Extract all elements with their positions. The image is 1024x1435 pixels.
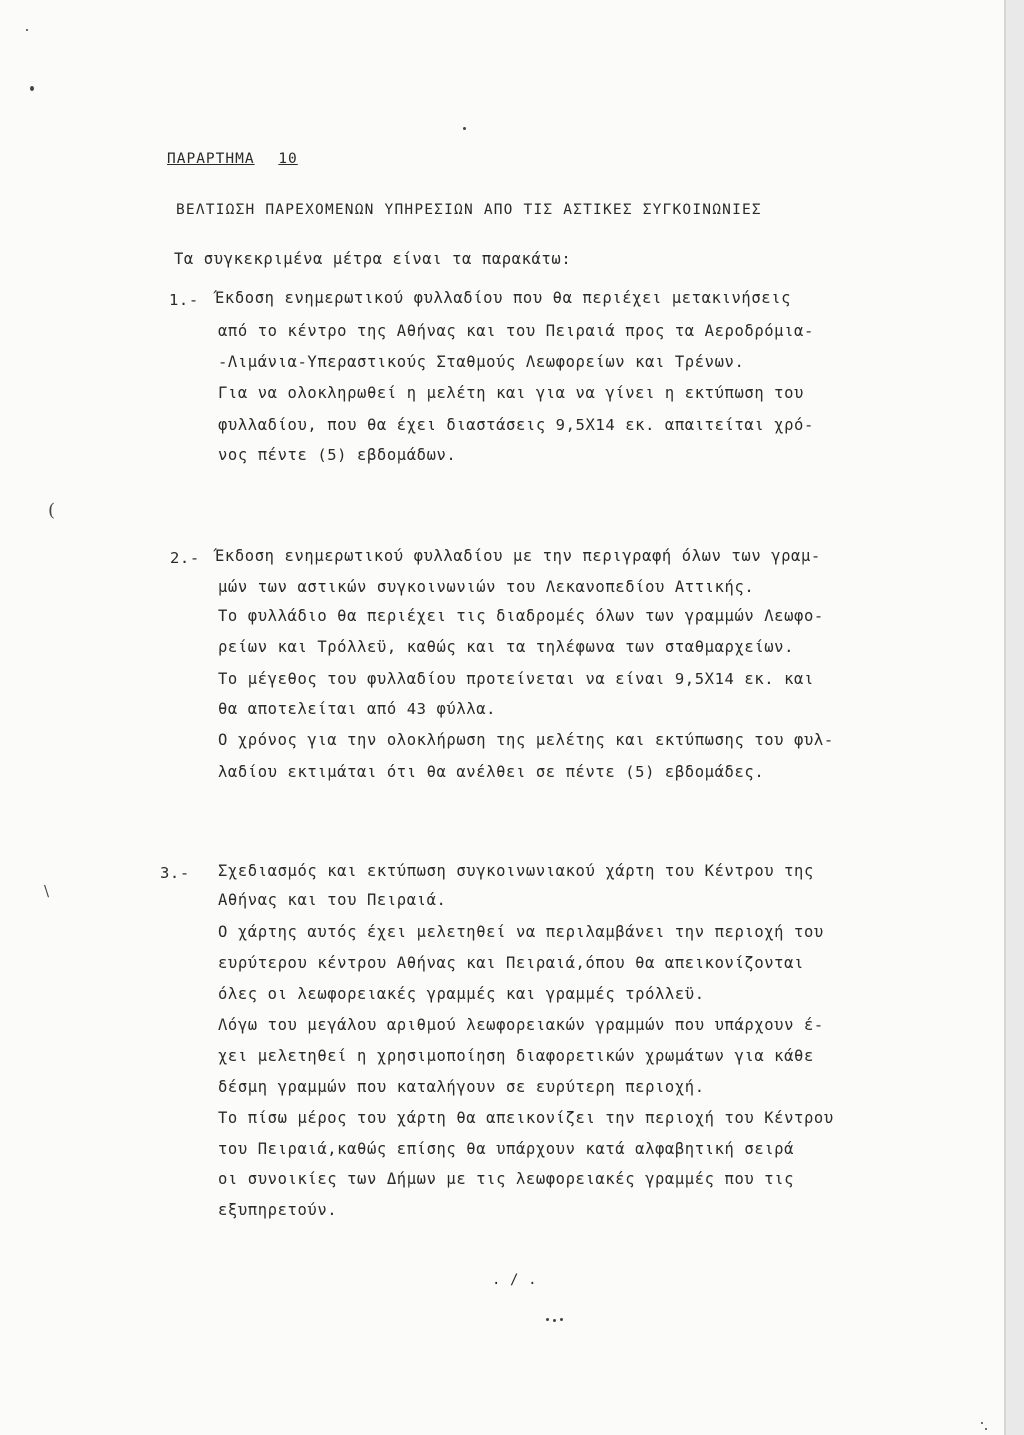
item-line: Σχεδιασμός και εκτύπωση συγκοινωνιακού χάρτη του Κέντρου της: [218, 862, 814, 880]
item-line: Έκδοση ενημερωτικού φυλλαδίου με την περιγραφή όλων των γραμ-: [215, 547, 821, 565]
scan-speck: [981, 1422, 983, 1424]
item-line: όλες οι λεωφορειακές γραμμές και γραμμές τρόλλεϋ.: [218, 985, 705, 1003]
item-line: ρείων και Τρόλλεϋ, καθώς και τα τηλέφωνα των σταθμαρχείων.: [218, 638, 795, 656]
item-number: 3.-: [160, 864, 190, 882]
item-line: νος πέντε (5) εβδομάδων.: [218, 446, 457, 464]
item-line: οι συνοικίες των Δήμων με τις λεωφορειακές γραμμές που τις: [218, 1170, 795, 1188]
item-line: Λόγω του μεγάλου αριθμού λεωφορειακών γραμμών που υπάρχουν έ-: [218, 1016, 824, 1034]
scan-speck: [985, 1428, 987, 1430]
item-line: Έκδοση ενημερωτικού φυλλαδίου που θα περιέχει μετακινήσεις: [215, 289, 792, 307]
scan-speck: [30, 86, 34, 91]
item-line: δέσμη γραμμών που καταλήγουν σε ευρύτερη περιοχή.: [218, 1078, 705, 1096]
item-line: Το φυλλάδιο θα περιέχει τις διαδρομές όλων των γραμμών Λεωφο-: [218, 607, 824, 625]
margin-mark: (: [48, 500, 56, 521]
item-line: θα αποτελείται από 43 φύλλα.: [218, 700, 497, 718]
item-line: Ο χρόνος για την ολοκλήρωση της μελέτης και εκτύπωσης του φυλ-: [218, 731, 834, 749]
item-line: εξυπηρετούν.: [218, 1201, 338, 1219]
annex-label: ΠΑΡΑΡΤΗΜΑ: [167, 151, 255, 167]
item-line: από το κέντρο της Αθήνας και του Πειραιά προς τα Αεροδρόμια-: [218, 322, 814, 340]
item-line: Αθήνας και του Πειραιά.: [218, 891, 447, 909]
intro-text: Τα συγκεκριμένα μέτρα είναι τα παρακάτω:: [174, 250, 572, 268]
item-line: Το μέγεθος του φυλλαδίου προτείνεται να είναι 9,5Χ14 εκ. και: [218, 670, 814, 688]
continuation-mark: . / .: [492, 1272, 538, 1288]
item-number: 2.-: [170, 549, 200, 567]
scan-speck: [553, 1319, 556, 1322]
item-line: λαδίου εκτιμάται ότι θα ανέλθει σε πέντε (5) εβδομάδες.: [218, 763, 765, 781]
scan-speck: [546, 1318, 549, 1321]
item-line: -Λιμάνια-Υπεραστικούς Σταθμούς Λεωφορείων και Τρένων.: [218, 353, 745, 371]
scan-speck: [463, 127, 466, 130]
item-line: Ο χάρτης αυτός έχει μελετηθεί να περιλαμβάνει την περιοχή του: [218, 923, 824, 941]
scan-speck: [26, 29, 28, 31]
item-line: φυλλαδίου, που θα έχει διαστάσεις 9,5Χ14 εκ. απαιτείται χρό-: [218, 416, 814, 434]
item-line: ευρύτερου κέντρου Αθήνας και Πειραιά,όπου θα απεικονίζονται: [218, 954, 804, 972]
item-line: Το πίσω μέρος του χάρτη θα απεικονίζει την περιοχή του Κέντρου: [218, 1109, 834, 1127]
annex-number: 10: [278, 151, 298, 167]
item-number: 1.-: [169, 291, 199, 309]
annex-heading: [167, 151, 298, 167]
item-line: μών των αστικών συγκοινωνιών του Λεκανοπεδίου Αττικής.: [218, 578, 755, 596]
item-line: του Πειραιά,καθώς επίσης θα υπάρχουν κατά αλφαβητική σειρά: [218, 1140, 795, 1158]
document-title: ΒΕΛΤΙΩΣΗ ΠΑΡΕΧΟΜΕΝΩΝ ΥΠΗΡΕΣΙΩΝ ΑΠΟ ΤΙΣ ΑΣΤΙΚΕΣ ΣΥΓΚΟΙΝΩΝΙΕΣ: [176, 202, 762, 218]
margin-mark: \: [44, 882, 50, 900]
scan-speck: [560, 1318, 563, 1321]
item-line: χει μελετηθεί η χρησιμοποίηση διαφορετικών χρωμάτων για κάθε: [218, 1047, 814, 1065]
item-line: Για να ολοκληρωθεί η μελέτη και για να γίνει η εκτύπωση του: [218, 384, 804, 402]
